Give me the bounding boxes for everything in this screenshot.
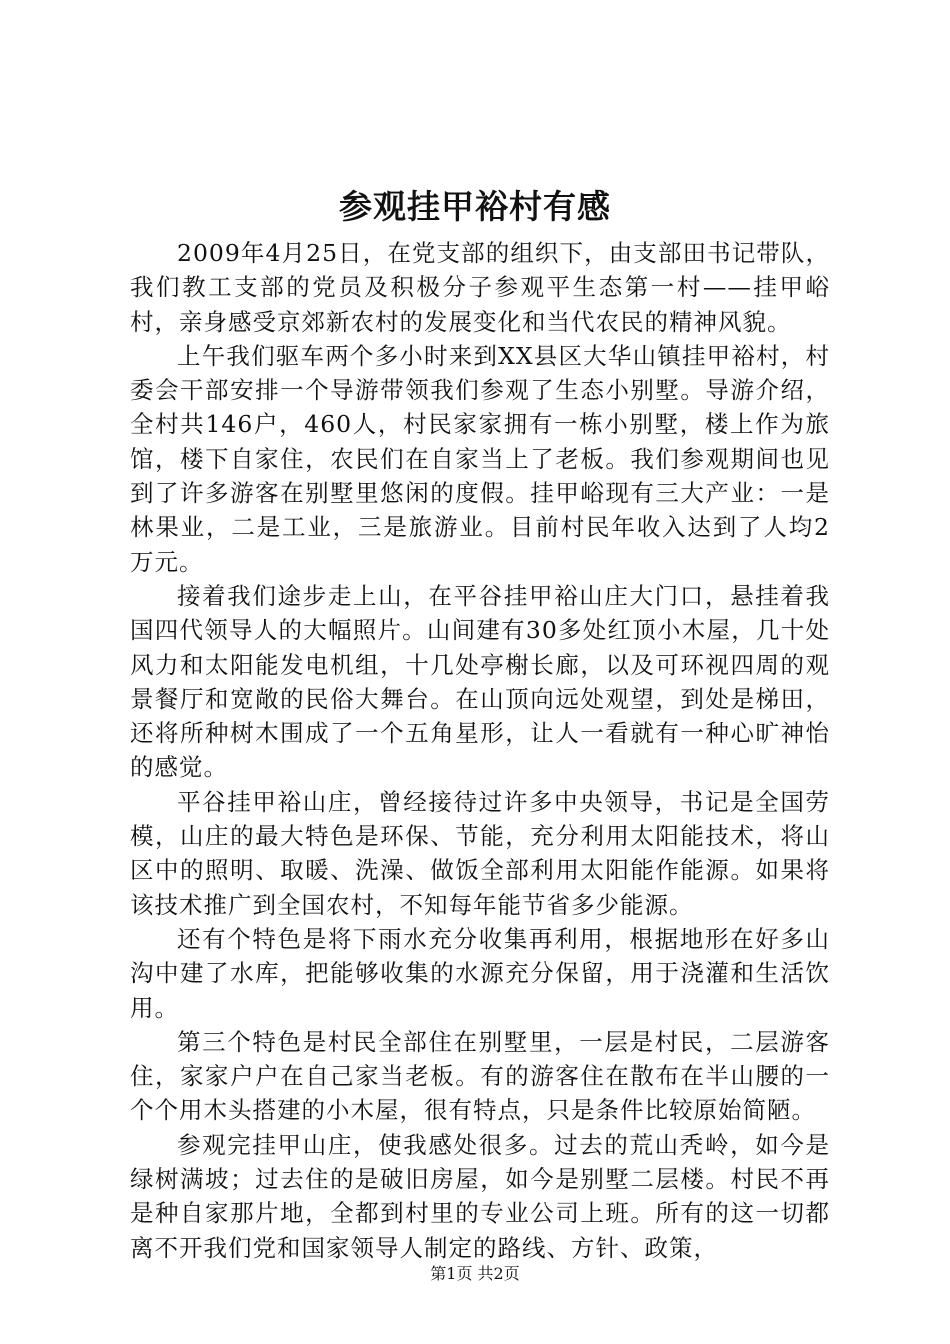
paragraph: 2009年4月25日，在党支部的组织下，由支部田书记带队，我们教工支部的党员及积极分子参观平生态第一村——挂甲峪村，亲身感受京郊新农村的发展变化和当代农民的精神风貌。 [130,239,830,336]
paragraph: 第三个特色是村民全部住在别墅里，一层是村民，二层游客住，家家户户在自己家当老板。有的游客住在散布在半山腰的一个个用木头搭建的小木屋，很有特点，只是条件比较原始简陋。 [130,1027,830,1125]
document-body [130,236,830,1265]
paragraph: 上午我们驱车两个多小时来到XX县区大华山镇挂甲裕村，村委会干部安排一个导游带领我们参观了生态小别墅。导游介绍，全村共146户，460人，村民家家拥有一栋小别墅，楼上作为旅馆，楼下自家住，农民们在自家当上了老板。我们参观期间也见到了许多游客在别墅里悠闲的度假。挂甲峪现有三大产业：一是林果业，二是工业，三是旅游业。目前村民年收入达到了人均2万元。 [130,341,830,576]
paragraph: 接着我们途步走上山，在平谷挂甲裕山庄大门口，悬挂着我国四代领导人的大幅照片。山间建有30多处红顶小木屋，几十处风力和太阳能发电机组，十几处亭榭长廊，以及可环视四周的观景餐厅和宽敞的民俗大舞台。在山顶向远处观望，到处是梯田，还将所种树木围成了一个五角星形，让人一看就有一种心旷神怡的感觉。 [130,581,830,782]
document-title: 参观挂甲裕村有感 [339,187,611,226]
paragraph: 平谷挂甲裕山庄，曾经接待过许多中央领导，书记是全国劳模，山庄的最大特色是环保、节能，充分利用太阳能技术，将山区中的照明、取暖、洗澡、做饭全部利用太阳能作能源。如果将该技术推广到全国农村，不知每年能节省多少能源。 [130,787,830,919]
paragraph: 参观完挂甲山庄，使我感处很多。过去的荒山秃岭，如今是绿树满坡；过去住的是破旧房屋，如今是别墅二层楼。村民不再是种自家那片地，全都到村里的专业公司上班。所有的这一切都离不开我们党和国家领导人制定的路线、方针、政策， [130,1130,830,1262]
page-number-footer: 第1页 共2页 [430,1264,520,1283]
paragraph: 还有个特色是将下雨水充分收集再利用，根据地形在好多山沟中建了水库，把能够收集的水源充分保留，用于浇灌和生活饮用。 [130,924,830,1022]
